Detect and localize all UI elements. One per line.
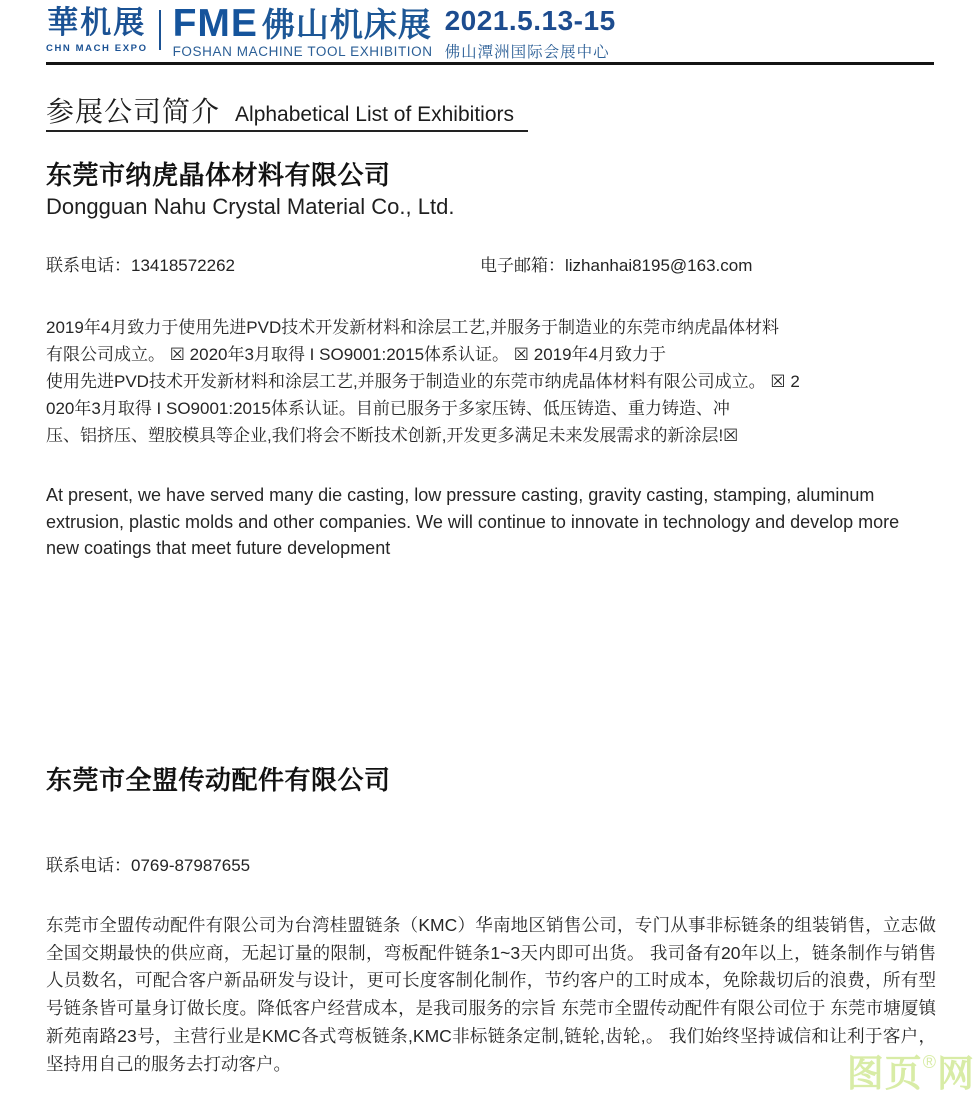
fme-logo-en: FOSHAN MACHINE TOOL EXHIBITION xyxy=(172,44,433,60)
watermark-text-right: 网 xyxy=(937,1053,975,1094)
section-underline xyxy=(46,130,528,132)
event-venue: 佛山潭洲国际会展中心 xyxy=(444,44,610,61)
event-dates-block xyxy=(445,7,616,62)
company1-phone-label: 联系电话： xyxy=(46,256,131,275)
company2-phone-value: 0769-87987655 xyxy=(131,856,251,875)
company1-name-en: Dongguan Nahu Crystal Material Co., Ltd. xyxy=(46,194,455,219)
fme-logo-cn: 佛山机床展 xyxy=(261,6,432,44)
fme-exhibition-logo xyxy=(172,2,433,60)
chn-mach-expo-logo-cn: 華机展 xyxy=(47,5,147,40)
company1-description-en: At present, we have served many die casting, low pressure casting, gravity casting, stamping, aluminum extrusion, plastic molds and other companies. We will continue to innovate in technology and develop more new coatings that meet future development xyxy=(46,485,900,558)
tuyewang-watermark xyxy=(847,1053,975,1092)
registered-trademark-icon: ® xyxy=(922,1052,937,1072)
header-rule xyxy=(46,62,934,65)
chn-mach-expo-logo xyxy=(46,7,148,54)
company2-description-zh: 东莞市全盟传动配件有限公司为台湾桂盟链条（KMC）华南地区销售公司，专门从事非标链条的组装销售，立志做全国交期最快的供应商，无起订量的限制，弯板配件链条1~3天内即可出货。 我司备有20年以上，链条制作与销售人员数名，可配合客户新品研发与设计，更可长度客制化制作，节约客户的工时成本，免除裁切后的浪费，所有型号链条皆可量身订做长度。降低客户经营成本，是我司服务的宗旨 东莞市全盟传动配件有限公司位于 东莞市塘厦镇新苑南路23号，主营行业是KMC各式弯板链条,KMC非标链条定制,链轮,齿轮,。 我们始终坚持诚信和让利于客户，坚持用自己的服务去打动客户。 xyxy=(46,915,936,1074)
company1-description-zh: 2019年4月致力于使用先进PVD技术开发新材料和涂层工艺,并服务于制造业的东莞市纳虎晶体材料 有限公司成立。 ☒ 2020年3月取得 I SO9001:2015体系认证。 ☒ 2019年4月致力于 使用先进PVD技术开发新材料和涂层工艺,并服务于制造业的东莞市纳虎晶体材料有限公司成立。 ☒ 2 020年3月取得 I SO9001:2015体系认证。目前已服务于多家压铸、低压铸造、重力铸造、冲 压、铝挤压、塑胶模具等企业,我们将会不断技术创新,开发更多满足未来发展需求的新涂层!☒ xyxy=(46,318,800,445)
company2-name-zh: 东莞市全盟传动配件有限公司 xyxy=(46,765,391,795)
chn-mach-expo-logo-en: CHN MACH EXPO xyxy=(46,42,148,54)
section-title-en: Alphabetical List of Exhibitiors xyxy=(235,103,514,126)
section-title xyxy=(46,90,514,130)
company1-phone-value: 13418572262 xyxy=(131,256,236,275)
company1-email-value: lizhanhai8195@163.com xyxy=(565,256,753,275)
header xyxy=(46,2,616,62)
company2-phone-label: 联系电话： xyxy=(46,856,131,875)
company1-contact-row xyxy=(46,251,934,276)
fme-logo-letters: FME xyxy=(172,2,258,45)
company1-email-label: 电子邮箱： xyxy=(480,256,565,275)
event-date: 2021.5.13-15 xyxy=(444,5,616,36)
watermark-text-left: 图页 xyxy=(846,1053,923,1094)
company1-name-zh: 东莞市纳虎晶体材料有限公司 xyxy=(46,160,391,190)
company2-contact-row xyxy=(46,851,934,876)
section-title-zh: 参展公司简介 xyxy=(46,96,221,127)
header-divider xyxy=(159,10,161,50)
